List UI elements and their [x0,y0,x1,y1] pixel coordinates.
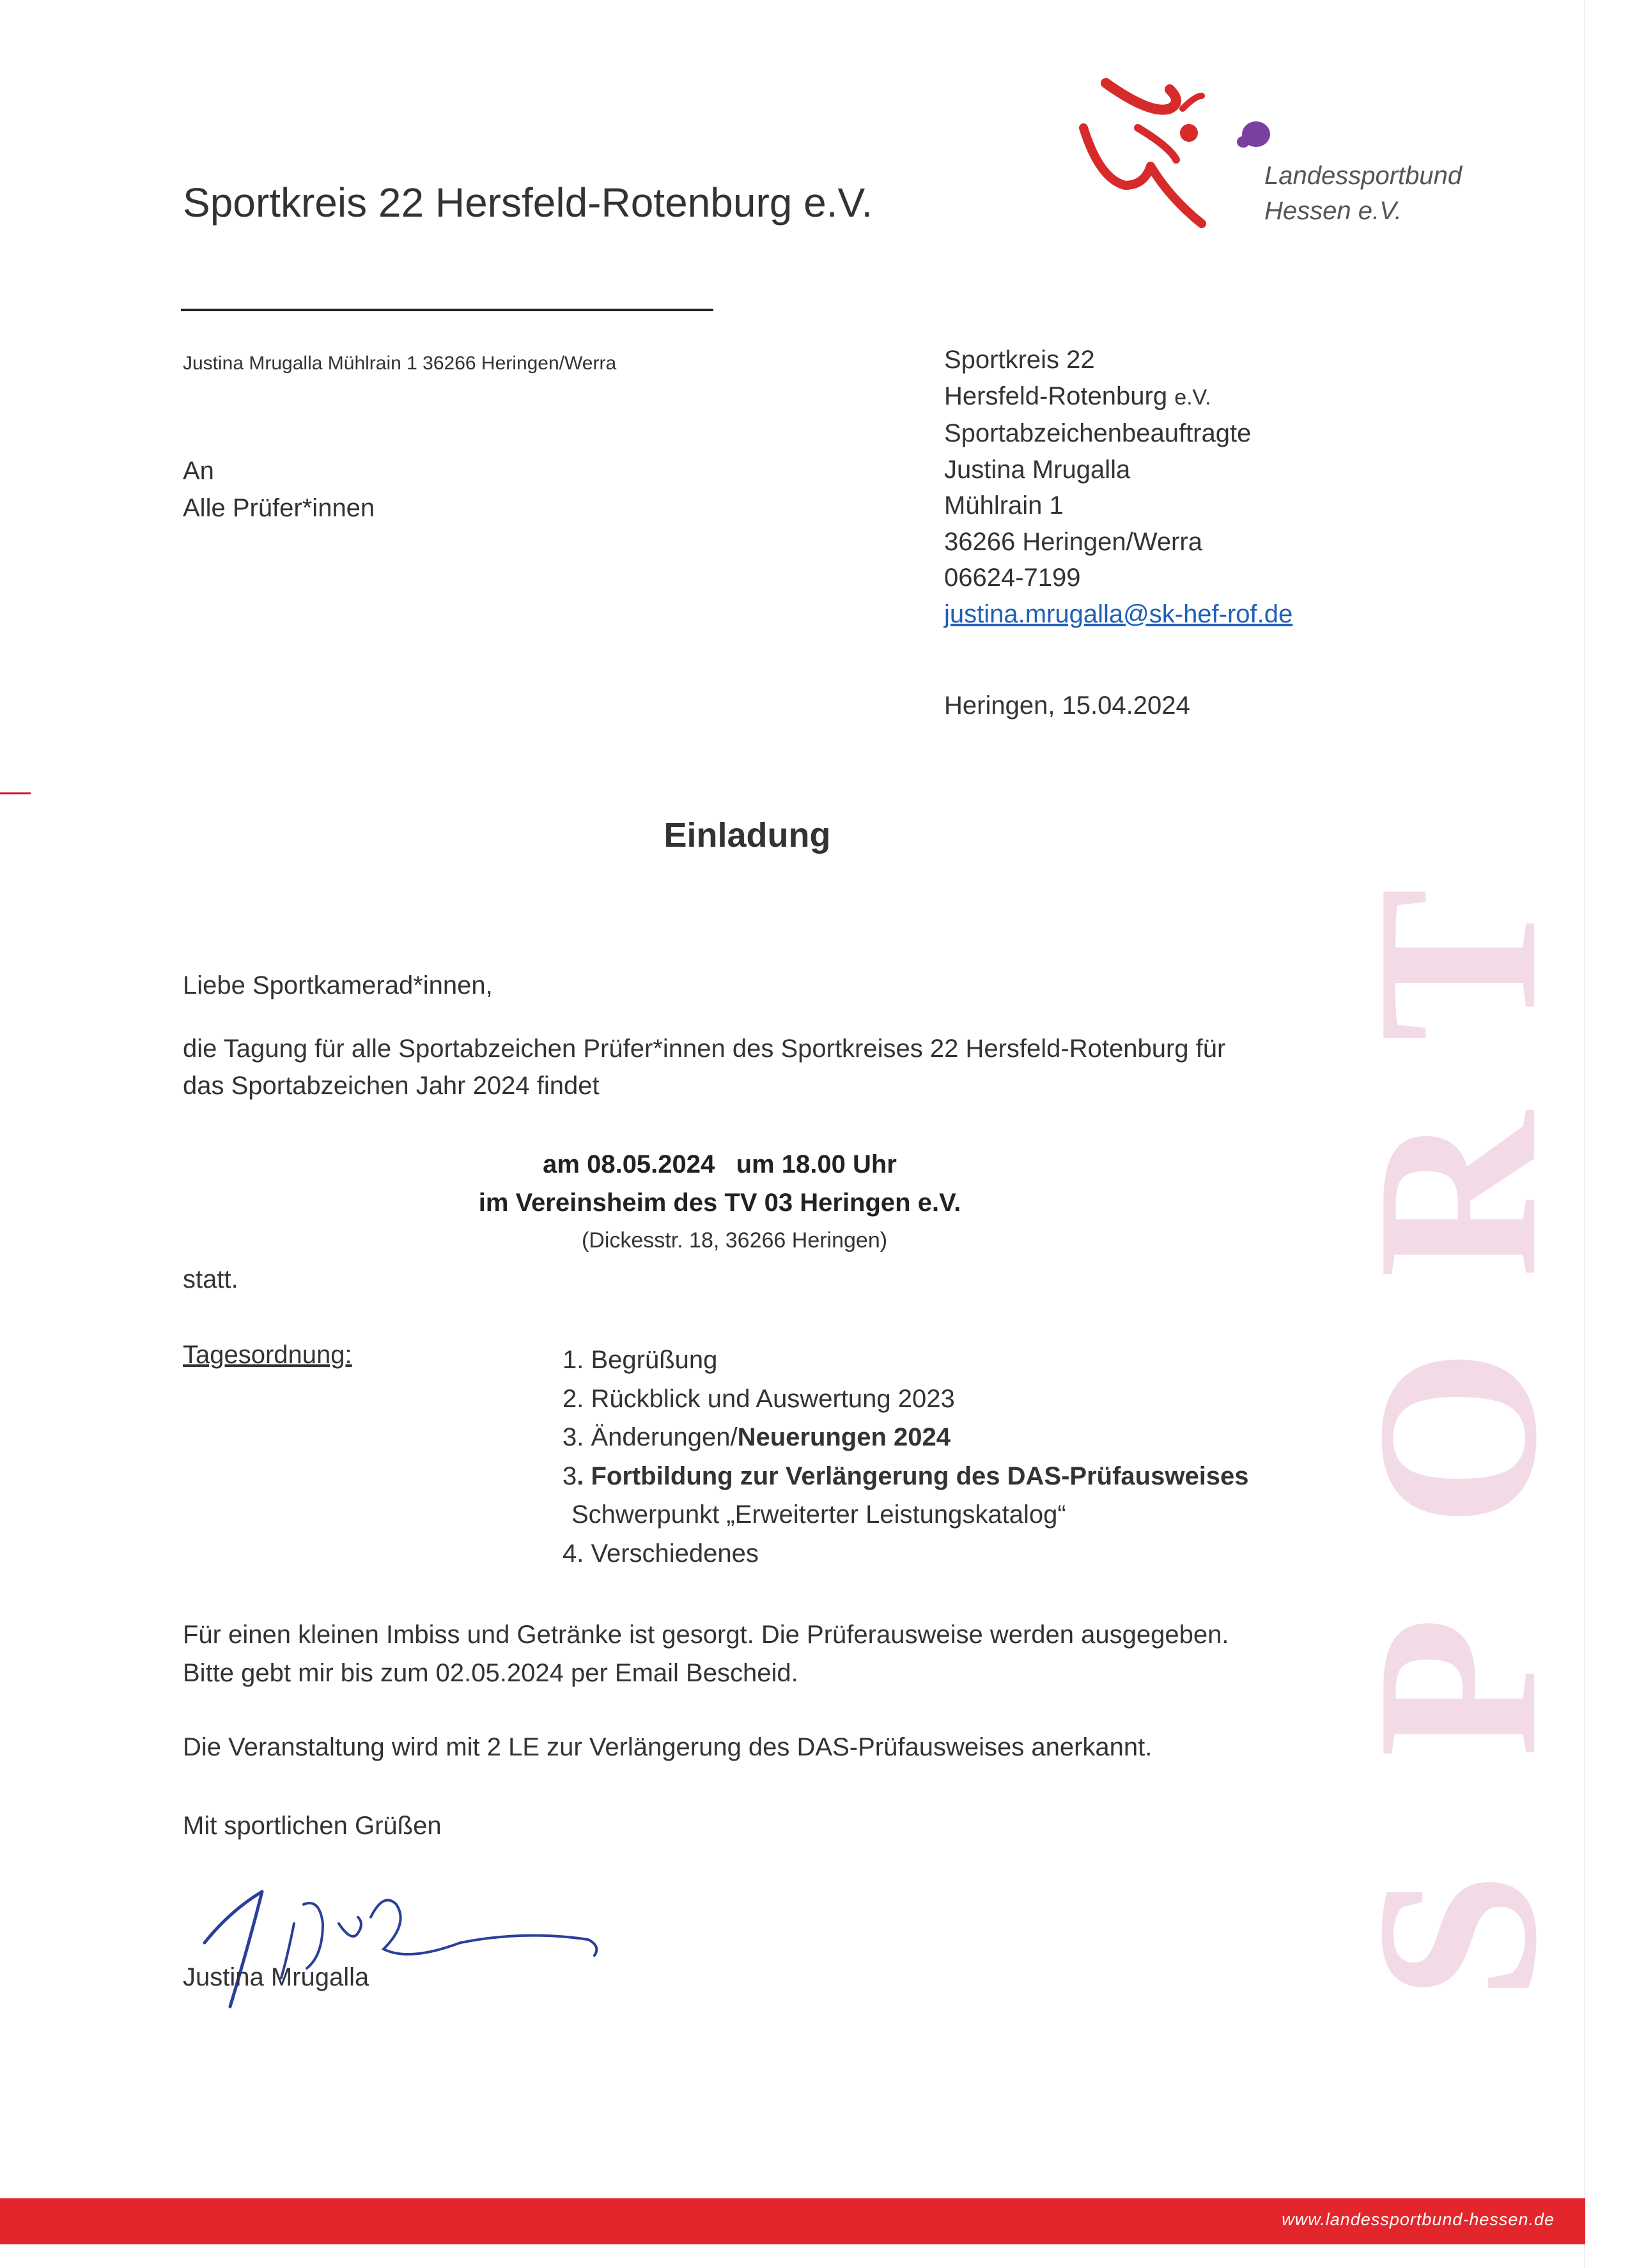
agenda-subitem: Schwerpunkt „Erweiterter Leistungskatalog“ [571,1500,1066,1529]
event-venue: im Vereinsheim des TV 03 Heringen e.V. [478,1189,961,1217]
catering-line2: Bitte gebt mir bis zum 02.05.2024 per Email Bescheid. [183,1659,798,1687]
watermark-letter-o: O [1329,1348,1584,1527]
header-divider [181,309,713,311]
watermark-letter-s: S [1329,1872,1584,2000]
contact-line3: Sportabzeichenbeauftragte [944,419,1252,447]
landessportbund-name [1264,158,1462,229]
agenda-item: 1. Begrüßung [563,1346,718,1374]
contact-line4: Justina Mrugalla [944,455,1131,484]
event-address: (Dickesstr. 18, 36266 Heringen) [581,1228,888,1253]
catering-paragraph [183,1616,1229,1692]
watermark-letter-t: T [1329,888,1584,1042]
watermark-letter-p: P [1329,1617,1584,1757]
agenda-label: Tagesordnung: [183,1341,352,1369]
intro-paragraph [183,1030,1225,1104]
sender-address-line: Justina Mrugalla Mühlrain 1 36266 Heringen/Werra [183,353,617,374]
intro-line2: das Sportabzeichen Jahr 2024 findet [183,1072,600,1100]
contact-block [944,342,1292,632]
agenda-list [563,1341,1249,1573]
footer-url-link[interactable]: www.landessportbund-hessen.de [1282,2210,1555,2229]
catering-line1: Für einen kleinen Imbiss und Getränke ist gesorgt. Die Prüferausweise werden ausgegeben. [183,1621,1229,1649]
contact-line5: Mühlrain 1 [944,491,1064,520]
letter-heading: Einladung [664,816,831,854]
contact-line6: 36266 Heringen/Werra [944,527,1202,556]
agenda-item: 4. Verschiedenes [563,1539,759,1568]
event-date: am 08.05.2024 um 18.00 Uhr [543,1150,897,1178]
closing-greeting: Mit sportlichen Grüßen [183,1812,442,1840]
recognition-paragraph: Die Veranstaltung wird mit 2 LE zur Verlängerung des DAS-Prüfausweises anerkannt. [183,1733,1153,1761]
contact-line1: Sportkreis 22 [944,346,1095,374]
contact-line2: Hersfeld-Rotenburg e.V. [944,382,1211,410]
salutation: Liebe Sportkamerad*innen, [183,971,493,999]
sport-watermark [1253,812,1598,2000]
recipient-block [183,452,375,527]
signer-name: Justina Mrugalla [183,1963,369,1991]
org-title: Sportkreis 22 Hersfeld-Rotenburg e.V. [183,180,873,226]
recipient-line2: Alle Prüfer*innen [183,494,375,522]
lsb-name-line1: Landessportbund [1264,162,1463,190]
landessportbund-logo-icon [1074,70,1285,243]
contact-phone: 06624-7199 [944,564,1081,592]
agenda-item: 3. Änderungen/Neuerungen 2024 [563,1423,951,1451]
fold-mark [0,792,31,794]
lsb-name-line2: Hessen e.V. [1264,197,1402,225]
watermark-letter-r: R [1329,1112,1584,1278]
letter-date: Heringen, 15.04.2024 [944,691,1190,720]
intro-line1: die Tagung für alle Sportabzeichen Prüfer*innen des Sportkreises 22 Hersfeld-Rotenburg für [183,1035,1226,1063]
contact-email-link[interactable]: justina.mrugalla@sk-hef-rof.de [944,599,1293,628]
agenda-item: 2. Rückblick und Auswertung 2023 [563,1384,955,1413]
recipient-line1: An [183,457,214,485]
statt-text: statt. [183,1265,238,1293]
agenda-item: 3. Fortbildung zur Verlängerung des DAS-Prüfausweises [563,1462,1249,1490]
